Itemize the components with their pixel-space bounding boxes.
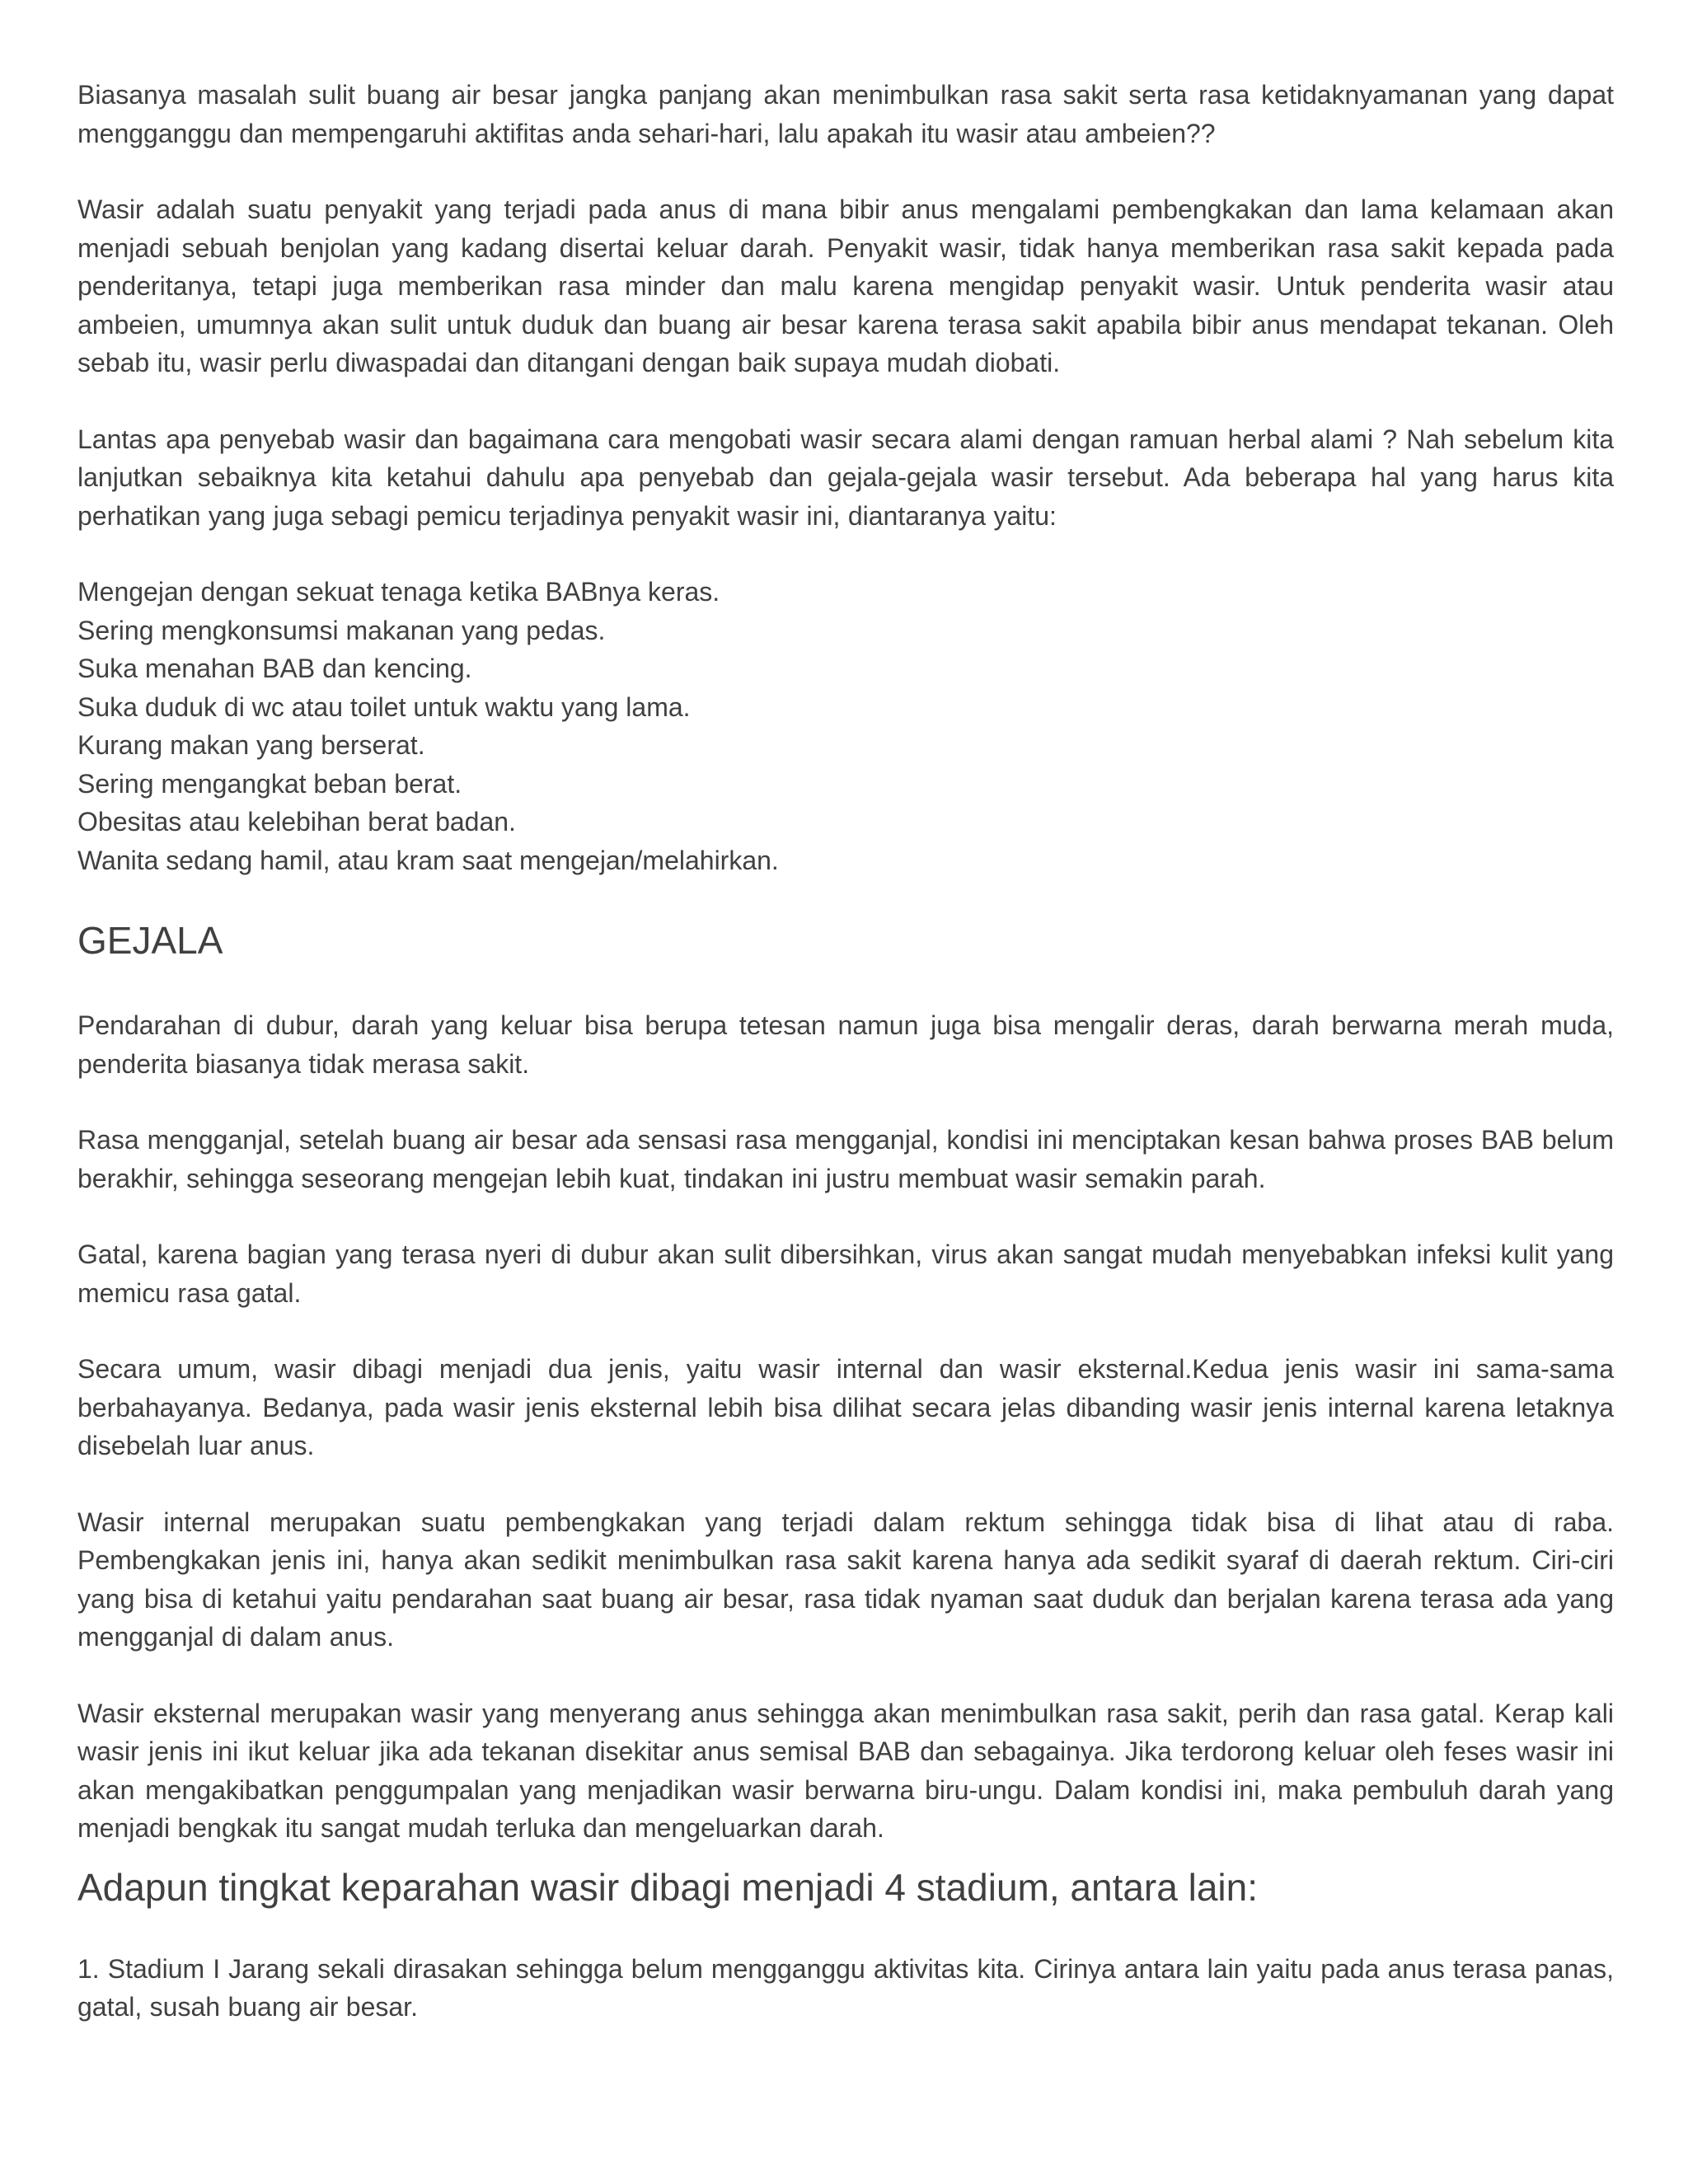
- symptom-paragraph: Wasir internal merupakan suatu pembengkakan yang terjadi dalam rektum sehingga tidak bisa di lihat atau di raba. Pembengkakan jenis ini, hanya akan sedikit menimbulkan rasa sakit karena hanya ada sedikit syaraf di daerah rektum. Ciri-ciri yang bisa di ketahui yaitu pendarahan saat buang air besar, rasa tidak nyaman saat duduk dan berjalan karena terasa ada yang mengganjal di dalam anus.: [77, 1507, 1614, 1652]
- intro-paragraph: Wasir adalah suatu penyakit yang terjadi pada anus di mana bibir anus mengalami pembengkakan dan lama kelamaan akan menjadi sebuah benjolan yang kadang disertai keluar darah. Penyakit wasir, tidak hanya memberikan rasa sakit kepada pada penderitanya, tetapi juga memberikan rasa minder dan malu karena mengidap penyakit wasir. Untuk penderita wasir atau ambeien, umumnya akan sulit untuk duduk dan buang air besar karena terasa sakit apabila bibir anus mendapat tekanan. Oleh sebab itu, wasir perlu diwaspadai dan ditangani dengan baik supaya mudah diobati.: [77, 194, 1614, 377]
- cause-item: Suka menahan BAB dan kencing.: [77, 654, 472, 683]
- cause-item: Suka duduk di wc atau toilet untuk waktu yang lama.: [77, 691, 691, 722]
- cause-item: Kurang makan yang berserat.: [77, 730, 425, 760]
- stages-heading: Adapun tingkat keparahan wasir dibagi menjadi 4 stadium, antara lain:: [77, 1865, 1258, 1909]
- cause-item: Sering mengkonsumsi makanan yang pedas.: [77, 615, 606, 645]
- symptom-paragraph: Secara umum, wasir dibagi menjadi dua jenis, yaitu wasir internal dan wasir eksternal.Kedua jenis wasir ini sama-sama berbahayanya. Bedanya, pada wasir jenis eksternal lebih bisa dilihat secara jelas dibanding wasir jenis internal karena letaknya disebelah luar anus.: [77, 1354, 1614, 1460]
- cause-item: Mengejan dengan sekuat tenaga ketika BABnya keras.: [77, 577, 720, 607]
- symptom-paragraph: Pendarahan di dubur, darah yang keluar bisa berupa tetesan namun juga bisa mengalir deras, darah berwarna merah muda, penderita biasanya tidak merasa sakit.: [77, 1010, 1614, 1079]
- article-body: [77, 76, 1614, 2064]
- causes-list: [77, 573, 1614, 879]
- symptoms-heading: GEJALA: [77, 919, 223, 962]
- symptom-paragraph: Wasir eksternal merupakan wasir yang menyerang anus sehingga akan menimbulkan rasa sakit, perih dan rasa gatal. Kerap kali wasir jenis ini ikut keluar jika ada tekanan disekitar anus semisal BAB dan sebagainya. Jika terdorong keluar oleh feses wasir ini akan mengakibatkan penggumpalan yang menjadikan wasir berwarna biru-ungu. Dalam kondisi ini, maka pembuluh darah yang menjadi bengkak itu sangat mudah terluka dan mengeluarkan darah.: [77, 1698, 1614, 1843]
- cause-item: Obesitas atau kelebihan berat badan.: [77, 807, 516, 837]
- symptom-paragraph: Rasa mengganjal, setelah buang air besar ada sensasi rasa mengganjal, kondisi ini menciptakan kesan bahwa proses BAB belum berakhir, sehingga seseorang mengejan lebih kuat, tindakan ini justru membuat wasir semakin parah.: [77, 1125, 1614, 1193]
- cause-item: Wanita sedang hamil, atau kram saat mengejan/melahirkan.: [77, 845, 779, 875]
- intro-paragraph: Lantas apa penyebab wasir dan bagaimana cara mengobati wasir secara alami dengan ramuan herbal alami ? Nah sebelum kita lanjutkan sebaiknya kita ketahui dahulu apa penyebab dan gejala-gejala wasir tersebut. Ada beberapa hal yang harus kita perhatikan yang juga sebagi pemicu terjadinya penyakit wasir ini, diantaranya yaitu:: [77, 424, 1614, 531]
- symptom-paragraph: Gatal, karena bagian yang terasa nyeri di dubur akan sulit dibersihkan, virus akan sangat mudah menyebabkan infeksi kulit yang memicu rasa gatal.: [77, 1240, 1614, 1308]
- intro-paragraph: Biasanya masalah sulit buang air besar jangka panjang akan menimbulkan rasa sakit serta rasa ketidaknyamanan yang dapat mengganggu dan mempengaruhi aktifitas anda sehari-hari, lalu apakah itu wasir atau ambeien??: [77, 80, 1614, 148]
- cause-item: Sering mengangkat beban berat.: [77, 768, 462, 799]
- stage-item: 1. Stadium I Jarang sekali dirasakan sehingga belum mengganggu aktivitas kita. Cirinya antara lain yaitu pada anus terasa panas, gatal, susah buang air besar.: [77, 1953, 1614, 2022]
